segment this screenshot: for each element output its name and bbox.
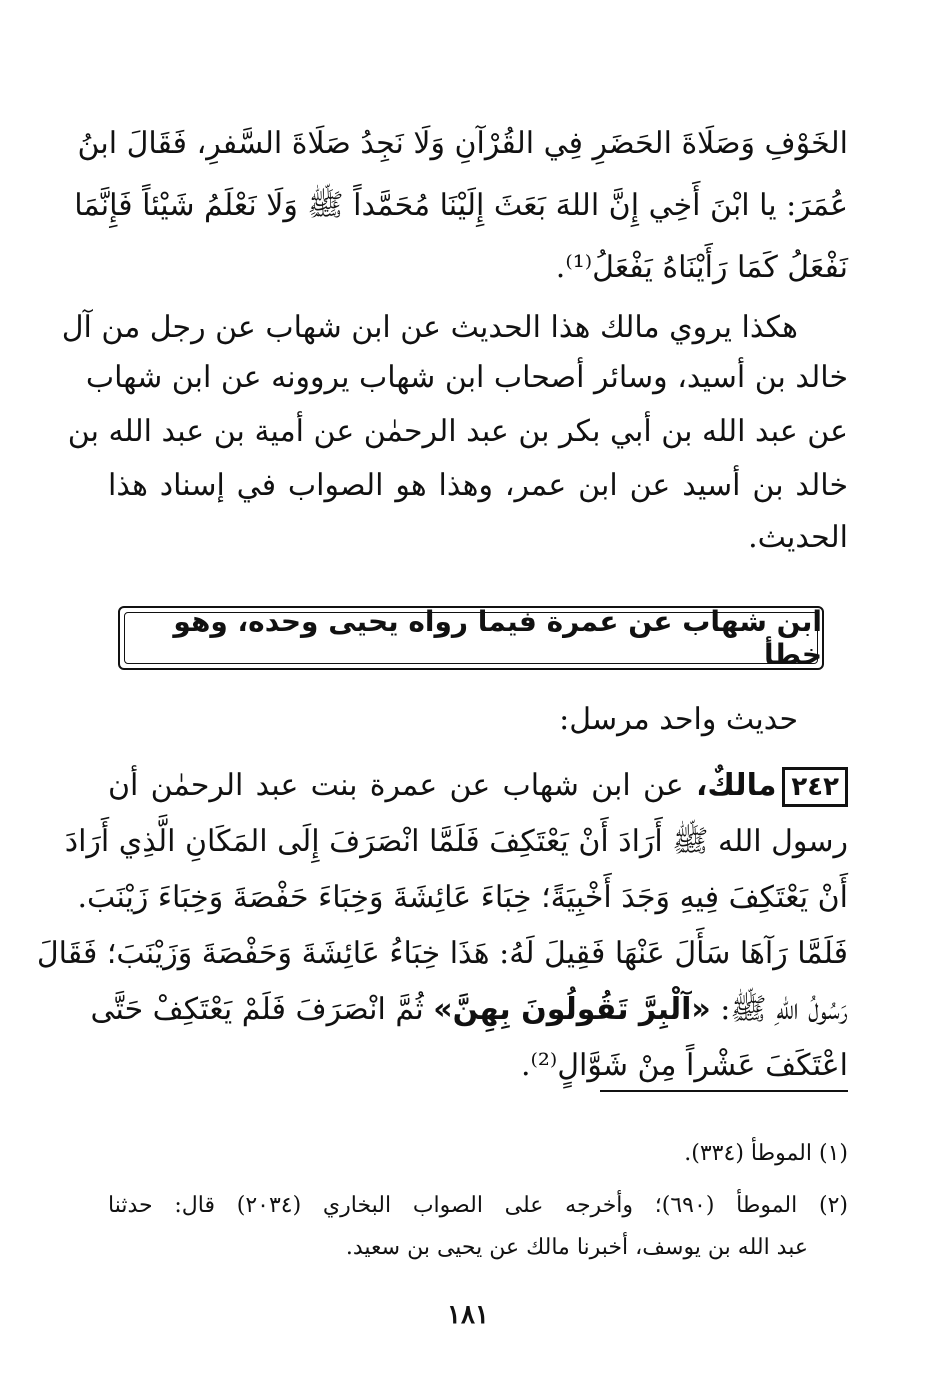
text-line: عُمَرَ: يا ابْنَ أَخِي إِنَّ اللهَ بَعَثَ إِلَيْنَا مُحَمَّداً ﷺ وَلَا نَعْلَمُ شَيْئاً فَإِنَّمَا [74, 188, 848, 223]
intro-text: حديث واحد مرسل: [559, 702, 798, 737]
hadith-text: ثُمَّ انْصَرَفَ فَلَمْ يَعْتَكِفْ حَتَّى [90, 992, 424, 1027]
text-line: الحديث. [748, 520, 848, 555]
section-heading-box [118, 606, 824, 670]
hadith-line: أَنْ يَعْتَكِفَ فِيهِ وَجَدَ أَخْبِيَةً؛ خِبَاءَ عَائِشَةَ وَخِبَاءَ حَفْصَةَ وَخِبَاءَ زَيْنَبَ. [77, 880, 848, 915]
page-number: ١٨١ [447, 1300, 489, 1330]
footnote: (١) الموطأ (٣٣٤). [684, 1141, 848, 1166]
footnote: (٢) الموطأ (٦٩٠)؛ وأخرجه على الصواب البخاري (٢٠٣٤) قال: حدثنا [108, 1193, 848, 1218]
text-line: خالد بن أسيد عن ابن عمر، وهذا هو الصواب في إسناد هذا [108, 468, 848, 503]
hadith-quote-line [90, 984, 848, 1036]
hadith-line: فَلَمَّا رَآهَا سَأَلَ عَنْهَا فَقِيلَ لَهُ: هَذَا خِبَاءُ عَائِشَةَ وَحَفْصَةَ وَزَيْنَبَ؛ فَقَالَ [36, 936, 848, 971]
section-heading: ابن شهاب عن عمرة فيما رواه يحيى وحده، وهو خطأ [173, 605, 822, 671]
hadith-text: عن ابن شهاب عن عمرة بنت عبد الرحمٰن أن [108, 768, 684, 803]
hadith-narrator: مالكٌ، [695, 768, 777, 803]
text-line: نَفْعَلُ كَمَا رَأَيْنَاهُ يَفْعَلُ⁽¹⁾. [555, 250, 848, 285]
hadith-first-line [108, 760, 848, 812]
hadith-text: رَسُولُ اللهِ ﷺ: [720, 992, 848, 1027]
footnote: عبد الله بن يوسف، أخبرنا مالك عن يحيى بن سعيد. [345, 1235, 808, 1260]
text-line: الخَوْفِ وَصَلَاةَ الحَضَرِ فِي القُرْآنِ وَلَا نَجِدُ صَلَاةَ السَّفرِ، فَقَالَ ابنُ [77, 126, 848, 161]
hadith-line: اعْتَكَفَ عَشْراً مِنْ شَوَّالٍ⁽²⁾. [520, 1048, 848, 1083]
prophetic-quote: «آلْبِرَّ تَقُولُونَ بِهِنَّ» [433, 992, 711, 1027]
footnote-separator [600, 1090, 848, 1092]
text-line: هكذا يروي مالك هذا الحديث عن ابن شهاب عن رجل من آل [61, 310, 798, 345]
hadith-number: ٢٤٢ [782, 767, 848, 807]
text-line: عن عبد الله بن أبي بكر بن عبد الرحمٰن عن أمية بن عبد الله بن [67, 414, 848, 449]
text-line: خالد بن أسيد، وسائر أصحاب ابن شهاب يروونه عن ابن شهاب [85, 360, 848, 395]
hadith-line: رسول الله ﷺ أَرَادَ أَنْ يَعْتَكِفَ فَلَمَّا انْصَرَفَ إِلَى المَكَانِ الَّذِي أَرَادَ [64, 824, 848, 859]
